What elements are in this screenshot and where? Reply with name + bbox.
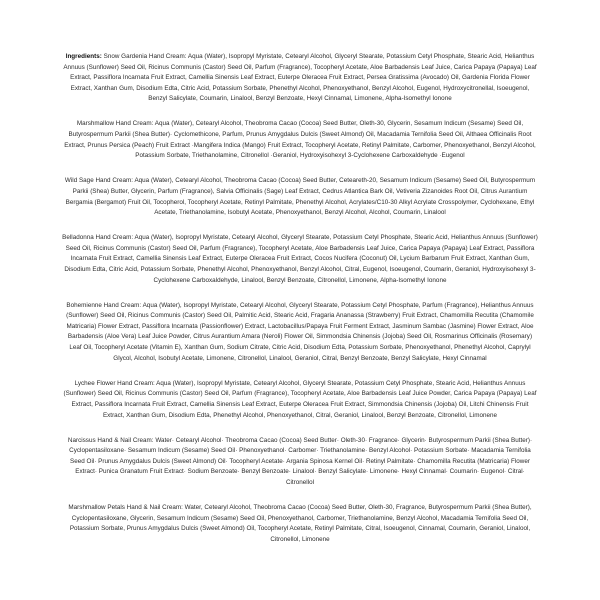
marshmallow-ingredients: Marshmallow Hand Cream: Aqua (Water), Cetearyl Alcohol, Theobroma Cacao (Cocoa) Seed Butter, Oleth-30, Glycerin, Sesamum Indicum (Sesame) Seed Oil, Butyrospermum Parkii (Shea Butter)· Cyclomethicone, Parfum, Prunus Amygdalus Dulcis (Sweet Almond) Oil, Macadamia Ternifolia Seed Oil, Althaea Officinalis Root Extract, Prunus Persica (Peach) Fruit Extract ·Mangifera Indica (Mango) Fruit Extract, Tocopheryl Acetate, Retinyl Palmitate, Carbomer, Phenoxyethanol, Benzyl Alcohol, Potassium Sorbate, Triethanolamine, Citronellol ·Geraniol, Hydroxyisohexyl 3-Cyclohexene Carboxaldehyde ·Eugenol xyxy=(64,120,536,160)
wild-sage-ingredients: Wild Sage Hand Cream: Aqua (Water), Cetearyl Alcohol, Theobroma Cacao (Cocoa) Seed Butter, Ceteareth-20, Sesamum Indicum (Sesame) Seed Oil, Butyrospermum Parkii (Shea) Butter, Glycerin, Parfum (Fragrance), Salvia Officinalis (Sage) Leaf Extract, Cedrus Atlantica Bark Oil, Vetiveria Zizanoides Root Oil, Citrus Aurantium Bergamia (Bergamot) Fruit Oil, Tocopherol, Tocopheryl Acetate, Retinyl Palmitate, Phenethyl Alcohol, Acrylates/C10-30 Alkyl Acrylate Crosspolymer, Cyclohexane, Ethyl Acetate, Triethanolamine, Isobutyl Acetate, Phenoxyethanol, Benzyl Alcohol, Alcohol, Coumarin, Linalool xyxy=(64,177,536,217)
ingredients-paragraph-wild-sage xyxy=(62,176,538,218)
ingredients-paragraph-marshmallow-petals xyxy=(62,503,538,545)
ingredients-paragraph-marshmallow xyxy=(62,119,538,161)
ingredients-paragraph-belladonna xyxy=(62,233,538,286)
lychee-flower-ingredients: Lychee Flower Hand Cream: Aqua (Water), Isopropyl Myristate, Cetearyl Alcohol, Glyceryl Stearate, Potassium Cetyl Phosphate, Stearic Acid, Helianthus Annuus (Sunflower) Seed Oil, Ricinus Communis (Castor) Seed Oil, Parfum (Fragrance), Tocopheryl Acetate, Aloe Barbadensis Leaf Juice Powder, Carica Papaya (Papaya) Leaf Extract, Passiflora Incarnata Fruit Extract, Camellia Sinensis Leaf Extract, Euterpe Oleracea Fruit Extract, Simmondsia Chinensis (Jojoba) Oil, Litchi Chinensis Fruit Extract, Xanthan Gum, Disodium Edta, Phenethyl Alcohol, Phenoxyethanol, Citral, Geraniol, Linalool, Benzyl Benzoate, Citronellol, Limonene xyxy=(63,379,537,419)
ingredients-paragraph-lychee-flower xyxy=(62,379,538,421)
ingredients-label: Ingredients: xyxy=(65,53,102,60)
belladonna-ingredients: Belladonna Hand Cream: Aqua (Water), Isopropyl Myristate, Cetearyl Alcohol, Glyceryl Stearate, Potassium Cetyl Phosphate, Stearic Acid, Helianthus Annuus (Sunflower) Seed Oil, Ricinus Communis (Castor) Seed Oil, Parfum (Fragrance), Tocopheryl Acetate, Aloe Barbadensis Leaf Juice, Carica Papaya (Papaya) Leaf Extract, Passiflora Incarnata Fruit Extract, Camellia Sinensis Leaf Extract, Euterpe Oleracea Fruit Extract, Cocos Nucifera (Coconut) Oil, Lycium Barbarum Fruit Extract, Xanthan Gum, Disodium Edta, Citric Acid, Potassium Sorbate, Phenethyl Alcohol, Phenoxyethanol, Benzyl Alcohol, Citral, Eugenol, Isoeugenol, Coumarin, Geraniol, Hydroxyisohexyl 3-Cyclohexene Carboxaldehyde, Linalool, Benzyl Benzoate, Citronellol, Limonene, Alpha-Isomethyl Ionone xyxy=(62,234,538,284)
narcissus-ingredients: Narcissus Hand & Nail Cream: Water· Cetearyl Alcohol· Theobroma Cacao (Cocoa) Seed Butter· Oleth-30· Fragrance· Glycerin· Butyrospermum Parkii (Shea Butter)· Cyclopentasiloxane· Sesamum Indicum (Sesame) Seed Oil· Phenoxyethanol· Carbomer· Triethanolamine· Benzyl Alcohol· Potassium Sorbate· Macadamia Ternifolia Seed Oil· Prunus Amygdalus Dulcis (Sweet Almond) Oil· Tocopheryl Acetate· Argania Spinosa Kernel Oil· Retinyl Palmitate· Chamomilla Recutita (Matricaria) Flower Extract· Punica Granatum Fruit Extract· Sodium Benzoate· Benzyl Benzoate· Linalool· Benzyl Salicylate· Limonene· Hexyl Cinnamal· Coumarin· Eugenol· Citral· Citronellol xyxy=(67,436,533,486)
marshmallow-petals-ingredients: Marshmallow Petals Hand & Nail Cream: Water, Cetearyl Alcohol, Theobroma Cacao (Cocoa) Seed Butter, Oleth-30, Fragrance, Butyrospermum Parkii (Shea Butter), Cyclopentasiloxane, Glycerin, Sesamum Indicum (Sesame) Seed Oil, Phenoxyethanol, Carbomer, Triethanolamine, Benzyl Alcohol, Macadamia Ternifolia Seed Oil, Potassium Sorbate, Prunus Amygdalus Dulcis (Sweet Almond) Oil, Tocopheryl Acetate, Retinyl Palmitate, Citral, Isoeugenol, Cinnamal, Coumarin, Geraniol, Linalool, Citronellol, Limonene xyxy=(68,504,532,543)
ingredients-paragraph-snow-gardenia xyxy=(62,52,538,105)
bohemienne-ingredients: Bohemienne Hand Cream: Aqua (Water), Isopropyl Myristate, Cetearyl Alcohol, Glyceryl Stearate, Potassium Cetyl Phosphate, Parfum (Fragrance), Helianthus Annuus (Sunflower) Seed Oil, Ricinus Communis (Castor) Seed Oil, Palmitic Acid, Stearic Acid, Fragaria Ananassa (Strawberry) Fruit Extract, Chamomilla Recutita (Chamomile Matricaria) Flower Extract, Passiflora Incarnata (Passionflower) Extract, Lactobacillus/Papaya Fruit Ferment Extract, Jasminum Sambac (Jasmine) Flower Extract, Aloe Barbadensis (Aloe Vera) Leaf Juice Powder, Citrus Aurantium Amara (Neroli) Flower Oil, Simmondsia Chinensis (Jojoba) Seed Oil, Rosmarinus Officinalis (Rosemary) Leaf Oil, Tocopheryl Acetate (Vitamin E), Xanthan Gum, Sodium Citrate, Citric Acid, Disodium Edta, Potassium Sorbate, Phenoxyethanol, Phenethyl Alcohol, Caprylyl Glycol, Alcohol, Isobutyl Acetate, Limonene, Citronellol, Linalool, Geraniol, Citral, Benzyl Benzoate, Benzyl Salicylate, Hexyl Cinnamal xyxy=(66,301,534,362)
ingredients-paragraph-bohemienne xyxy=(62,301,538,365)
ingredients-paragraph-narcissus xyxy=(62,436,538,489)
snow-gardenia-ingredients: Snow Gardenia Hand Cream: Aqua (Water), Isopropyl Myristate, Cetearyl Alcohol, Glyceryl Stearate, Potassium Cetyl Phosphate, Stearic Acid, Helianthus Annuus (Sunflower) Seed Oil, Ricinus Communis (Castor) Seed Oil, Parfum (Fragrance), Tocopheryl Acetate, Aloe Barbadensis Leaf Juice, Carica Papaya (Papaya) Leaf Extract, Passiflora Incarnata Fruit Extract, Camellia Sinensis Leaf Extract, Euterpe Oleracea Fruit Extract, Persea Gratissima (Avocado) Oil, Gardenia Florida Flower Extract, Xanthan Gum, Disodium Edta, Citric Acid, Potassium Sorbate, Phenethyl Alcohol, Phenoxyethanol, Benzyl Alcohol, Eugenol, Hydroxycitronellal, Isoeugenol, Benzyl Salicylate, Coumarin, Linalool, Benzyl Benzoate, Hexyl Cinnamal, Limonene, Alpha-Isomethyl Ionone xyxy=(63,53,537,103)
ingredients-document xyxy=(62,52,538,560)
